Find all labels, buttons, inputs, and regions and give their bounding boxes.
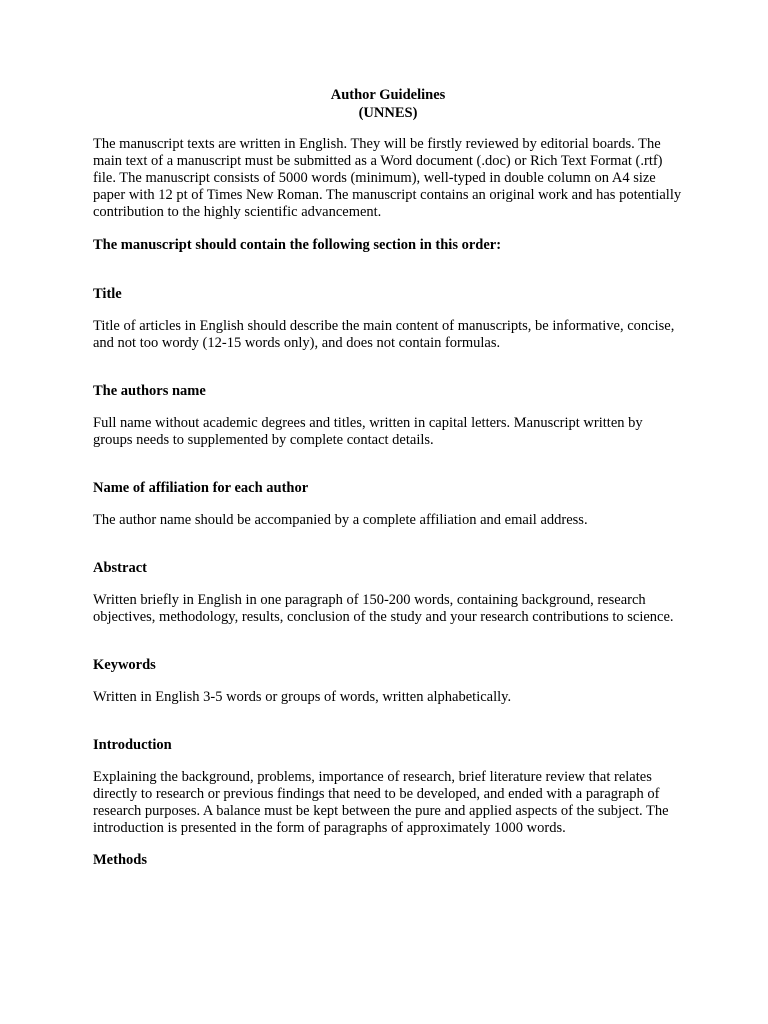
section-body: Written briefly in English in one paragraph of 150-200 words, containing background, research objectives, methodology, results, conclusion of the study and your research contributions to science. [93, 592, 674, 625]
section-abstract [93, 560, 683, 626]
section-heading: Introduction [93, 737, 172, 753]
section-keywords [93, 657, 683, 706]
section-affiliation [93, 480, 683, 529]
section-heading: Title [93, 286, 122, 302]
section-body: Full name without academic degrees and titles, written in capital letters. Manuscript written by groups needs to supplemented by complete contact details. [93, 415, 643, 448]
section-methods [93, 852, 683, 869]
document-subtitle: (UNNES) [358, 105, 418, 121]
section-body: The author name should be accompanied by a complete affiliation and email address. [93, 512, 588, 528]
section-body: Title of articles in English should describe the main content of manuscripts, be informative, concise, and not too wordy (12-15 words only), and does not contain formulas. [93, 318, 675, 351]
document-page [93, 86, 683, 884]
section-body: Written in English 3-5 words or groups of words, written alphabetically. [93, 689, 512, 705]
section-authors-name [93, 383, 683, 449]
section-body: Explaining the background, problems, importance of research, brief literature review that relates directly to research or previous findings that need to be developed, and ended with a paragraph of research purposes. A balance must be kept between the pure and applied aspects of the subject. The introduction is presented in the form of paragraphs of approximately 1000 words. [93, 769, 669, 836]
title-block [93, 86, 683, 122]
document-title: Author Guidelines [330, 87, 446, 103]
intro-paragraph: The manuscript texts are written in English. They will be firstly reviewed by editorial boards. The main text of a manuscript must be submitted as a Word document (.doc) or Rich Text Format (.rtf) file. The manuscript consists of 5000 words (minimum), well-typed in double column on A4 size paper with 12 pt of Times New Roman. The manuscript contains an original work and has potentially contribution to the highly scientific advancement. [93, 136, 682, 220]
section-heading: Methods [93, 852, 147, 868]
section-introduction [93, 737, 683, 837]
order-heading: The manuscript should contain the following section in this order: [93, 237, 502, 253]
section-title [93, 286, 683, 352]
section-heading: Keywords [93, 657, 156, 673]
section-heading: Name of affiliation for each author [93, 480, 309, 496]
section-heading: Abstract [93, 560, 147, 576]
section-heading: The authors name [93, 383, 206, 399]
